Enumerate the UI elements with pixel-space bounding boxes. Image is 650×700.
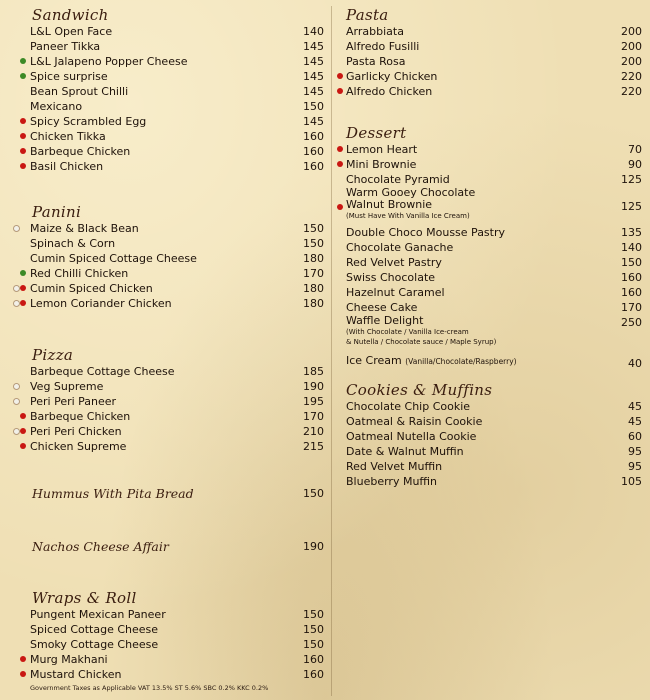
- item-price: 45: [628, 415, 642, 428]
- item-list: [0, 221, 330, 311]
- item-price: 150: [303, 487, 324, 500]
- menu-item-spinach-and-corn: [0, 236, 330, 251]
- item-price: 185: [303, 365, 324, 378]
- section-heading: Cookies & Muffins: [346, 381, 493, 399]
- menu-item-smoky-cottage-cheese: [0, 637, 330, 652]
- item-name: Spiced Cottage Cheese: [30, 623, 159, 636]
- item-list: [334, 24, 650, 99]
- item-price: 140: [303, 25, 324, 38]
- item-price: 150: [303, 623, 324, 636]
- item-price: 145: [303, 85, 324, 98]
- chicken-icon: [13, 225, 20, 232]
- nonveg-marker: [20, 671, 26, 677]
- item-list: [0, 607, 330, 682]
- item-name: Hazelnut Caramel: [346, 286, 445, 299]
- item-name: Red Velvet Pastry: [346, 256, 442, 269]
- item-price: 160: [621, 271, 642, 284]
- item-price: 145: [303, 55, 324, 68]
- item-price: 105: [621, 475, 642, 488]
- item-price: 125: [621, 200, 642, 213]
- menu-item-pungent-mexican-paneer: [0, 607, 330, 622]
- item-name: Chicken Tikka: [30, 130, 106, 143]
- menu-item-double-choco-mousse-pastry: [334, 225, 650, 240]
- item-price: 150: [621, 256, 642, 269]
- item-list: [0, 364, 330, 454]
- nonveg-marker: [20, 163, 26, 169]
- item-price: 220: [621, 70, 642, 83]
- menu-item-oatmeal-and-raisin-cookie: [334, 414, 650, 429]
- item-name: Alfredo Chicken: [346, 85, 433, 98]
- menu-item-cumin-spiced-chicken: [0, 281, 330, 296]
- section-sandwich: [0, 6, 330, 174]
- item-price: 145: [303, 40, 324, 53]
- item-price: 70: [628, 143, 642, 156]
- item-name-line1: Warm Gooey Chocolate: [346, 186, 476, 199]
- item-note: (Must Have With Vanilla Ice Cream): [346, 212, 470, 220]
- item-name: Barbeque Chicken: [30, 410, 131, 423]
- menu-item-lemon-coriander-chicken: [0, 296, 330, 311]
- nonveg-marker: [337, 73, 343, 79]
- menu-item-chocolate-chip-cookie: [334, 399, 650, 414]
- item-name: L&L Jalapeno Popper Cheese: [30, 55, 188, 68]
- nonveg-marker: [337, 146, 343, 152]
- item-name: Pungent Mexican Paneer: [30, 608, 166, 621]
- item-name: Barbeque Chicken: [30, 145, 131, 158]
- menu-item-garlicky-chicken: [334, 69, 650, 84]
- tax-footer: Government Taxes as Applicable VAT 13.5% ST 5.6% SBC 0.2% KKC 0.2%: [30, 684, 269, 692]
- item-name: Mini Brownie: [346, 158, 417, 171]
- item-price: 60: [628, 430, 642, 443]
- item-price: 170: [303, 267, 324, 280]
- item-price: 135: [621, 226, 642, 239]
- nonveg-marker: [20, 443, 26, 449]
- item-price: 215: [303, 440, 324, 453]
- menu-item-red-chilli-chicken: [0, 266, 330, 281]
- chilli-marker: [20, 73, 26, 79]
- item-name: Lemon Heart: [346, 143, 418, 156]
- item-price: 125: [621, 173, 642, 186]
- item-name: Smoky Cottage Cheese: [30, 638, 159, 651]
- item-price: 195: [303, 395, 324, 408]
- menu-item-murg-makhani: [0, 652, 330, 667]
- item-name: Garlicky Chicken: [346, 70, 438, 83]
- menu-item-mustard-chicken: [0, 667, 330, 682]
- nonveg-marker: [20, 133, 26, 139]
- item-name-block: [346, 187, 475, 221]
- item-name: Hummus With Pita Bread: [32, 486, 194, 501]
- chicken-icon: [13, 428, 20, 435]
- nonveg-marker: [337, 204, 343, 210]
- item-name: Ice Cream: [346, 354, 402, 367]
- section-dessert: [334, 124, 650, 368]
- item-name: Date & Walnut Muffin: [346, 445, 464, 458]
- item-price: 170: [621, 301, 642, 314]
- menu-item-spice-surprise: [0, 69, 330, 84]
- item-name: Peri Peri Chicken: [30, 425, 122, 438]
- menu-item-red-velvet-pastry: [334, 255, 650, 270]
- item-name: Swiss Chocolate: [346, 271, 436, 284]
- nonveg-marker: [20, 118, 26, 124]
- chicken-icon: [13, 285, 20, 292]
- special-nachos: [0, 538, 330, 556]
- item-name: Barbeque Cottage Cheese: [30, 365, 175, 378]
- section-pasta: [334, 6, 650, 99]
- item-price: 150: [303, 608, 324, 621]
- menu-item-chicken-tikka: [0, 129, 330, 144]
- item-note: & Nutella / Chocolate sauce / Maple Syrup): [346, 338, 497, 346]
- section-pizza: [0, 346, 330, 454]
- item-name-line2: Walnut Brownie: [346, 198, 433, 211]
- item-price: 200: [621, 40, 642, 53]
- menu-item-swiss-chocolate: [334, 270, 650, 285]
- menu-item-chocolate-ganache: [334, 240, 650, 255]
- item-name: Blueberry Muffin: [346, 475, 438, 488]
- item-price: 160: [303, 145, 324, 158]
- nonveg-marker: [337, 161, 343, 167]
- item-price: 180: [303, 297, 324, 310]
- menu-item-barbeque-chicken: [0, 409, 330, 424]
- item-name-block: [346, 353, 517, 369]
- menu-item-paneer-tikka: [0, 39, 330, 54]
- menu-item-alfredo-chicken: [334, 84, 650, 99]
- item-name: Double Choco Mousse Pastry: [346, 226, 506, 239]
- menu-item-alfredo-fusilli: [334, 39, 650, 54]
- menu-item-veg-supreme: [0, 379, 330, 394]
- chicken-icon: [13, 383, 20, 390]
- item-price: 145: [303, 115, 324, 128]
- item-price: 145: [303, 70, 324, 83]
- item-price: 160: [303, 668, 324, 681]
- item-name: Cheese Cake: [346, 301, 418, 314]
- nonveg-marker: [20, 285, 26, 291]
- item-price: 160: [303, 653, 324, 666]
- item-note: (With Chocolate / Vanilla Ice-cream: [346, 328, 469, 336]
- menu-item-barbeque-cottage-cheese: [0, 364, 330, 379]
- item-name: Spice surprise: [30, 70, 108, 83]
- menu-item-date-and-walnut-muffin: [334, 444, 650, 459]
- item-name-block: [346, 315, 496, 347]
- item-price: 95: [628, 445, 642, 458]
- menu-item-chicken-supreme: [0, 439, 330, 454]
- nonveg-marker: [20, 428, 26, 434]
- item-price: 190: [303, 380, 324, 393]
- section-wraps: [0, 589, 330, 682]
- item-price: 40: [628, 357, 642, 370]
- item-price: 150: [303, 237, 324, 250]
- chilli-marker: [20, 58, 26, 64]
- menu-item-waffle: [334, 315, 650, 353]
- menu-item-spicy-scrambled-egg: [0, 114, 330, 129]
- item-price: 200: [621, 55, 642, 68]
- menu-item-ice-cream: [334, 353, 650, 368]
- menu-item-red-velvet-muffin: [334, 459, 650, 474]
- section-heading: Pasta: [346, 6, 389, 24]
- item-name: L&L Open Face: [30, 25, 113, 38]
- item-name: Spinach & Corn: [30, 237, 116, 250]
- item-price: 45: [628, 400, 642, 413]
- item-price: 140: [621, 241, 642, 254]
- nonveg-marker: [20, 656, 26, 662]
- special-hummus: [0, 485, 330, 503]
- section-cookies: [334, 381, 650, 489]
- item-price: 220: [621, 85, 642, 98]
- column-divider: [331, 6, 332, 696]
- item-name: Murg Makhani: [30, 653, 108, 666]
- item-list: [334, 142, 650, 187]
- item-name: Paneer Tikka: [30, 40, 101, 53]
- item-note: (Vanilla/Chocolate/Raspberry): [405, 357, 517, 366]
- menu-item-pasta-rosa: [334, 54, 650, 69]
- menu-item-warm-brownie: [334, 187, 650, 225]
- item-name: Oatmeal & Raisin Cookie: [346, 415, 483, 428]
- menu-item-blueberry-muffin: [334, 474, 650, 489]
- item-list: [0, 24, 330, 174]
- item-name: Peri Peri Paneer: [30, 395, 117, 408]
- item-price: 150: [303, 638, 324, 651]
- item-name: Chocolate Ganache: [346, 241, 454, 254]
- item-list: [334, 399, 650, 489]
- item-price: 160: [303, 160, 324, 173]
- item-name: Waffle Delight: [346, 314, 424, 327]
- menu-item-mexicano: [0, 99, 330, 114]
- item-name: Red Velvet Muffin: [346, 460, 443, 473]
- menu-item-mini-brownie: [334, 157, 650, 172]
- item-name: Lemon Coriander Chicken: [30, 297, 172, 310]
- item-name: Pasta Rosa: [346, 55, 406, 68]
- section-panini: [0, 203, 330, 311]
- item-name: Basil Chicken: [30, 160, 104, 173]
- item-price: 200: [621, 25, 642, 38]
- menu-item-peri-peri-paneer: [0, 394, 330, 409]
- menu-item-bean-sprout-chilli: [0, 84, 330, 99]
- item-name: Cumin Spiced Chicken: [30, 282, 153, 295]
- item-price: 150: [303, 222, 324, 235]
- item-name: Chocolate Chip Cookie: [346, 400, 471, 413]
- item-name: Maize & Black Bean: [30, 222, 139, 235]
- nonveg-marker: [20, 413, 26, 419]
- menu-item-barbeque-chicken: [0, 144, 330, 159]
- menu-item-peri-peri-chicken: [0, 424, 330, 439]
- nonveg-marker: [20, 300, 26, 306]
- item-name: Chocolate Pyramid: [346, 173, 450, 186]
- menu-item-landl-jalapeno-popper-cheese: [0, 54, 330, 69]
- section-heading: Wraps & Roll: [32, 589, 137, 607]
- item-price: 210: [303, 425, 324, 438]
- item-price: 170: [303, 410, 324, 423]
- menu-item-cumin-spiced-cottage-cheese: [0, 251, 330, 266]
- section-heading: Panini: [32, 203, 82, 221]
- item-name: Mustard Chicken: [30, 668, 122, 681]
- chicken-icon: [13, 398, 20, 405]
- chicken-icon: [13, 300, 20, 307]
- menu-item-oatmeal-nutella-cookie: [334, 429, 650, 444]
- item-list: [334, 225, 650, 315]
- item-name: Cumin Spiced Cottage Cheese: [30, 252, 197, 265]
- item-price: 160: [621, 286, 642, 299]
- item-name: Arrabbiata: [346, 25, 404, 38]
- menu-item-maize-and-black-bean: [0, 221, 330, 236]
- item-name: Oatmeal Nutella Cookie: [346, 430, 477, 443]
- item-price: 160: [303, 130, 324, 143]
- menu-item-basil-chicken: [0, 159, 330, 174]
- item-price: 180: [303, 282, 324, 295]
- nonveg-marker: [337, 88, 343, 94]
- item-price: 150: [303, 100, 324, 113]
- menu-item-lemon-heart: [334, 142, 650, 157]
- menu-item-landl-open-face: [0, 24, 330, 39]
- item-price: 180: [303, 252, 324, 265]
- item-name: Chicken Supreme: [30, 440, 127, 453]
- menu-item-arrabbiata: [334, 24, 650, 39]
- item-name: Veg Supreme: [30, 380, 104, 393]
- section-heading: Pizza: [32, 346, 74, 364]
- menu-item-cheese-cake: [334, 300, 650, 315]
- chilli-marker: [20, 270, 26, 276]
- item-name: Red Chilli Chicken: [30, 267, 129, 280]
- item-price: 190: [303, 540, 324, 553]
- section-heading: Sandwich: [32, 6, 109, 24]
- item-name: Bean Sprout Chilli: [30, 85, 129, 98]
- menu-item-spiced-cottage-cheese: [0, 622, 330, 637]
- item-name: Mexicano: [30, 100, 83, 113]
- item-name: Spicy Scrambled Egg: [30, 115, 147, 128]
- item-price: 95: [628, 460, 642, 473]
- section-heading: Dessert: [346, 124, 407, 142]
- item-name: Nachos Cheese Affair: [32, 539, 169, 554]
- menu-item-chocolate-pyramid: [334, 172, 650, 187]
- menu-item-hazelnut-caramel: [334, 285, 650, 300]
- nonveg-marker: [20, 148, 26, 154]
- item-price: 250: [621, 316, 642, 329]
- item-price: 90: [628, 158, 642, 171]
- item-name: Alfredo Fusilli: [346, 40, 420, 53]
